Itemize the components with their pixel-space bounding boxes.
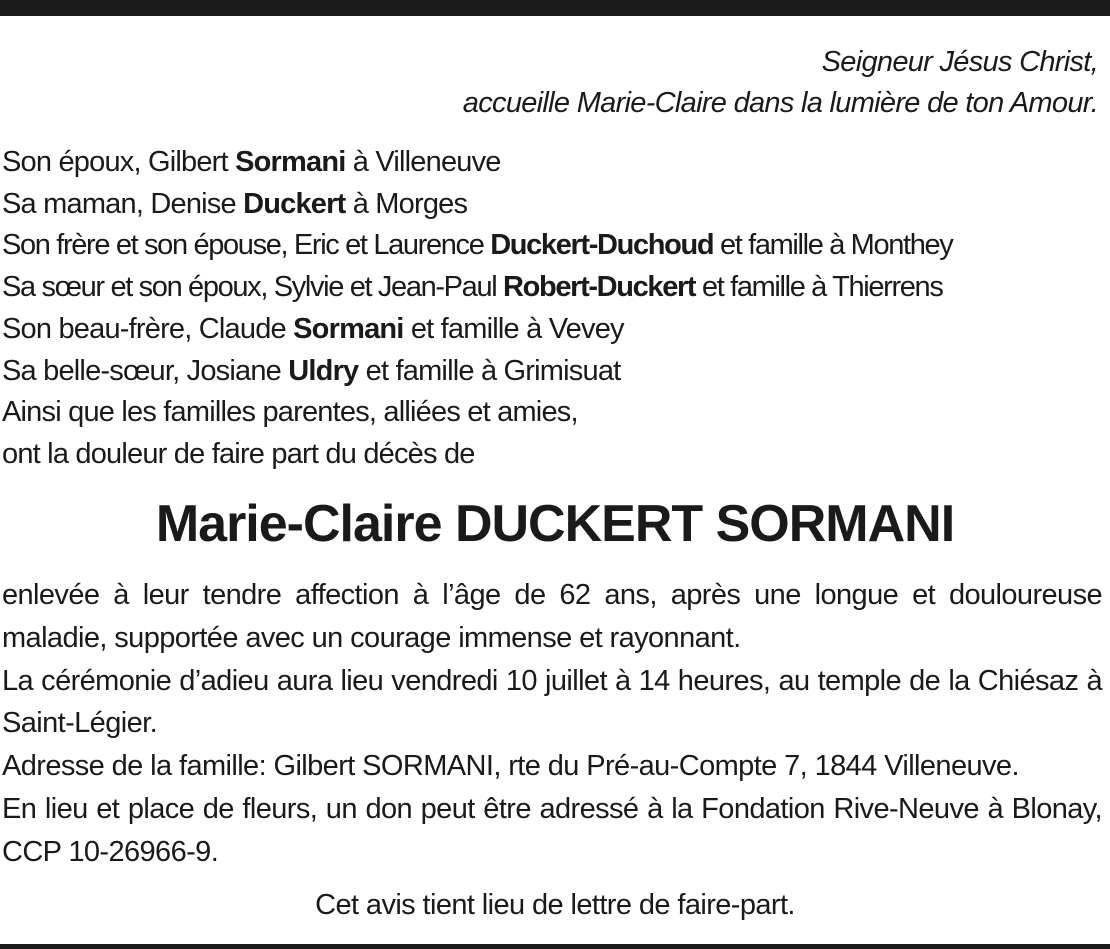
closing-note: Cet avis tient lieu de lettre de faire-part. bbox=[315, 889, 795, 921]
family-line-text: et famille à Thierrens bbox=[695, 271, 943, 304]
family-line bbox=[2, 309, 1108, 351]
family-line-text: et famille à Vevey bbox=[403, 312, 624, 345]
family-line bbox=[2, 225, 1108, 267]
family-line-text: Son beau-frère, Claude bbox=[2, 312, 294, 345]
family-line bbox=[2, 351, 1108, 393]
family-surname: Duckert bbox=[243, 187, 346, 220]
family-line bbox=[2, 142, 1108, 184]
family-line-text: Sa maman, Denise bbox=[2, 187, 244, 220]
obituary-details bbox=[2, 574, 1102, 874]
family-announcement bbox=[2, 142, 1108, 476]
bottom-border-rule bbox=[0, 944, 1110, 949]
death-paragraph: enlevée à leur tendre affection à l’âge de 62 ans, après une longue et douloureuse maladie, supportée avec un courage immense et rayonnant. bbox=[2, 579, 1102, 654]
family-line-text: à Morges bbox=[345, 187, 468, 220]
family-line bbox=[2, 267, 1108, 309]
family-line bbox=[2, 392, 1108, 434]
family-address: Adresse de la famille: Gilbert SORMANI, rte du Pré-au-Compte 7, 1844 Villeneuve. bbox=[2, 750, 1019, 783]
family-surname: Sormani bbox=[293, 312, 404, 345]
family-line-text: et famille à Grimisuat bbox=[358, 354, 621, 387]
family-line-text: Son époux, Gilbert bbox=[2, 146, 236, 178]
deceased-name-heading: Marie-Claire DUCKERT SORMANI bbox=[155, 495, 955, 553]
donation-paragraph: En lieu et place de fleurs, un don peut être adressé à la Fondation Rive-Neuve à Blonay, CCP 10-26966-9. bbox=[2, 792, 1102, 868]
family-line bbox=[2, 184, 1108, 226]
prayer-verse bbox=[463, 42, 1098, 124]
family-line-text: ont la douleur de faire part du décès de bbox=[2, 437, 475, 470]
verse-line-1: Seigneur Jésus Christ, bbox=[821, 46, 1098, 78]
verse-line-2: accueille Marie-Claire dans la lumière de ton Amour. bbox=[462, 87, 1098, 119]
family-surname: Robert-Duckert bbox=[503, 271, 696, 304]
family-surname: Sormani bbox=[235, 146, 346, 178]
family-line-text: et famille à Monthey bbox=[713, 229, 953, 262]
family-line-text: Sa belle-sœur, Josiane bbox=[2, 354, 289, 387]
family-surname: Duckert-Duchoud bbox=[490, 229, 714, 262]
family-line-text: Ainsi que les familles parentes, alliées et amies, bbox=[2, 396, 578, 429]
top-border-rule bbox=[0, 0, 1110, 16]
ceremony-paragraph: La cérémonie d’adieu aura lieu vendredi 10 juillet à 14 heures, au temple de la Chiésaz à Saint-Légier. bbox=[2, 664, 1102, 740]
family-line bbox=[2, 434, 1108, 476]
family-line-text: Son frère et son épouse, Eric et Laurence bbox=[2, 229, 491, 262]
family-line-text: Sa sœur et son époux, Sylvie et Jean-Paul bbox=[2, 271, 504, 304]
family-line-text: à Villeneuve bbox=[345, 146, 501, 178]
family-surname: Uldry bbox=[288, 354, 359, 387]
